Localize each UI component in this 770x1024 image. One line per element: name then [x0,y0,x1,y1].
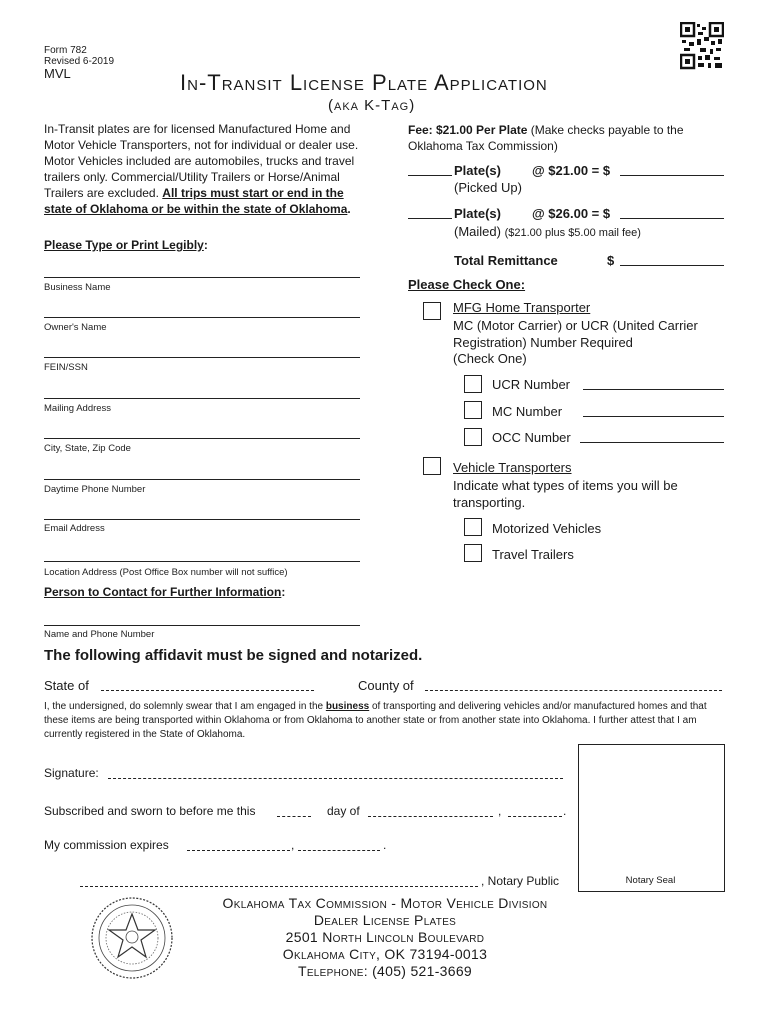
revised-date: Revised 6-2019 [44,56,115,67]
fee-note: (Make checks payable to the Oklahoma Tax Commission) [408,123,684,153]
footer-line-2: Dealer License Plates [313,912,457,928]
mailed-plate-label: Plate(s) [454,206,501,221]
vt-desc: Indicate what types of items you will be transporting. [453,478,678,510]
footer-line-4: Oklahoma City, OK 73194-0013 [282,946,488,962]
mailed-qty-input[interactable] [408,218,452,219]
intro-bold-text: All trips must start or end in the state of Oklahoma or be within the state of Oklahoma [44,186,348,216]
legibly-colon: : [203,238,208,252]
affidavit-text [44,700,724,742]
occ-number-input[interactable] [580,442,724,443]
year-input[interactable] [508,816,562,817]
fein-ssn-label: FEIN/SSN [44,362,88,373]
mfg-home-checkbox[interactable] [423,302,441,320]
picked-plate-label: Plate(s) [454,163,501,178]
motorized-vehicles-label: Motorized Vehicles [492,521,602,536]
mailing-address-label: Mailing Address [44,403,112,414]
state-label: State of [44,678,89,693]
page-subtitle: (aka K-Tag) [328,97,416,114]
picked-note: (Picked Up) [454,180,522,195]
contact-heading-colon: : [281,585,286,599]
date-comma: , [498,804,502,818]
fein-ssn-input[interactable] [44,357,360,358]
qr-code-icon [680,22,724,70]
travel-trailers-label: Travel Trailers [492,547,574,562]
mc-number-input[interactable] [583,416,724,417]
mfg-title: MFG Home Transporter [453,300,591,315]
fee-label: Fee: $21.00 Per Plate [408,123,528,137]
picked-total-input[interactable] [620,175,724,176]
location-address-label: Location Address (Post Office Box number will not suffice) [44,567,288,578]
commission-label: My commission expires [44,838,169,852]
ucr-number-input[interactable] [583,389,724,390]
footer-line-5: Telephone: (405) 521-3669 [297,963,473,979]
mfg-check-one: (Check One) [453,351,527,366]
email-address-input[interactable] [44,519,360,520]
city-state-zip-input[interactable] [44,438,360,439]
vt-title: Vehicle Transporters [453,460,572,475]
email-address-label: Email Address [44,523,105,534]
contact-label: Name and Phone Number [44,629,155,640]
contact-input[interactable] [44,625,360,626]
daytime-phone-input[interactable] [44,479,360,480]
owners-name-label: Owner's Name [44,322,107,333]
total-remittance-label: Total Remittance [454,253,558,268]
footer-address [200,895,570,980]
mailed-detail: ($21.00 plus $5.00 mail fee) [504,227,641,239]
ucr-checkbox[interactable] [464,375,482,393]
occ-label: OCC Number [492,430,571,445]
footer-line-3: 2501 North Lincoln Boulevard [285,929,485,945]
commission-date-input[interactable] [187,850,290,851]
notary-public-label: , Notary Public [481,874,560,888]
month-input[interactable] [368,816,493,817]
total-dollar-sign: $ [607,253,615,268]
mc-checkbox[interactable] [464,401,482,419]
owners-name-input[interactable] [44,317,360,318]
signature-label: Signature: [44,766,99,780]
business-name-input[interactable] [44,277,360,278]
day-input[interactable] [277,816,311,817]
motorized-vehicles-checkbox[interactable] [464,518,482,536]
commission-period: . [383,838,387,852]
mc-label: MC Number [492,404,563,419]
legibly-note [44,238,208,252]
day-of-label: day of [327,804,360,818]
notary-public-input[interactable] [80,886,478,887]
occ-checkbox[interactable] [464,428,482,446]
ucr-label: UCR Number [492,377,571,392]
total-remittance-input[interactable] [620,265,724,266]
legibly-text: Please Type or Print Legibly [44,238,204,252]
form-number: Form 782 [44,45,87,56]
mailed-price-label: @ $26.00 = $ [532,206,611,221]
vehicle-transporters-checkbox[interactable] [423,457,441,475]
oklahoma-state-seal-icon [90,896,174,980]
notary-seal-label: Notary Seal [625,875,676,886]
division-code: MVL [44,66,71,81]
mailed-note-line [454,224,641,239]
notary-seal-box [578,744,725,892]
footer-line-1: Oklahoma Tax Commission - Motor Vehicle Division [222,895,548,911]
affidavit-heading: The following affidavit must be signed and notarized. [44,647,423,664]
commission-comma: , [291,838,295,852]
intro-paragraph [44,121,366,217]
affidavit-text-b: of transporting and delivering vehicles and/or manufactured homes and that these items are being transported within Oklahoma or from Oklahoma to another state or from another state into Oklahoma. I further attest that I am currently registered in the State of Oklahoma. [44,701,707,740]
daytime-phone-label: Daytime Phone Number [44,484,146,495]
check-heading: Please Check One: [408,277,526,292]
contact-heading-text: Person to Contact for Further Information [44,585,282,599]
travel-trailers-checkbox[interactable] [464,544,482,562]
picked-qty-input[interactable] [408,175,452,176]
county-input[interactable] [425,690,722,691]
business-name-label: Business Name [44,282,111,293]
commission-year-input[interactable] [298,850,380,851]
page-title: In-Transit License Plate Application [180,70,548,95]
intro-bold-end: . [347,202,351,216]
intro-text: In-Transit plates are for licensed Manufactured Home and Motor Vehicle Transporters, not for individual or dealer use. Motor Vehicles included are automobiles, trucks and travel trailers only. Commercial/Utility Trailers or Horse/Animal Trailers are excluded. [44,122,359,200]
county-label: County of [358,678,414,693]
mfg-desc: MC (Motor Carrier) or UCR (United Carrier Registration) Number Required [453,318,698,350]
location-address-input[interactable] [44,561,360,562]
signature-input[interactable] [108,778,563,779]
fee-block [408,122,728,154]
mailing-address-input[interactable] [44,398,360,399]
mailed-note: (Mailed) [454,224,501,239]
mailed-total-input[interactable] [620,218,724,219]
contact-heading [44,585,285,599]
state-input[interactable] [101,690,314,691]
affidavit-text-bold: business [325,701,370,712]
subscribed-label: Subscribed and sworn to before me this [44,804,256,818]
affidavit-text-a: I, the undersigned, do solemnly swear that I am engaged in the [44,701,326,712]
city-state-zip-label: City, State, Zip Code [44,443,131,454]
picked-price-label: @ $21.00 = $ [532,163,611,178]
date-period: . [563,804,567,818]
